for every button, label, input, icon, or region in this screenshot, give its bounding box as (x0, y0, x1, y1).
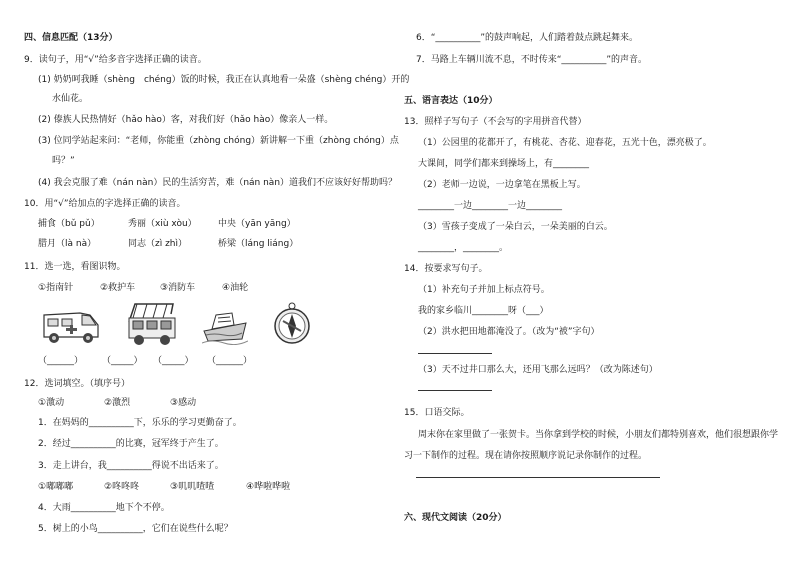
q13-item-2-answer: ________一边________一边________ (418, 201, 563, 211)
section-5-title: 五、语言表达（10分） (404, 96, 498, 106)
q12-sentence-7: 7．马路上车辆川流不息，不时传来“__________”的声音。 (416, 55, 648, 65)
q12-option: ①嘟嘟嘟 (38, 482, 74, 492)
q12-sentence-3: 3．走上讲台，我__________得说不出话来了。 (38, 461, 224, 471)
q11-answer-blank[interactable]: （______） (207, 356, 253, 366)
q13-stem: 13．照样子写句子（不会写的字用拼音代替） (404, 117, 587, 127)
section-4-title: 四、信息匹配（13分） (24, 33, 118, 43)
q9-item-1-cont: 水仙花。 (52, 94, 89, 104)
q11-option: ④油轮 (222, 283, 249, 293)
q14-item-2: （2）洪水把田地都淹没了。（改为“被”字句） (418, 327, 600, 337)
q11-option: ③消防车 (160, 283, 196, 293)
section-6-title: 六、现代文阅读（20分） (404, 513, 507, 523)
q10-word: 腊月（là nà） (38, 239, 97, 249)
q12-sentence-2: 2．经过__________的比赛，冠军终于产生了。 (38, 439, 224, 449)
q9-item-4: (4) 我会克服了难（nán nàn）民的生活穷苦，难（nán nàn）道我们不应该好好帮助吗？ (38, 178, 398, 188)
q9-item-2: (2) 傣族人民热情好（hǎo hào）客，对我们好（hǎo hào）像亲人一样。 (38, 115, 334, 125)
q13-item-1-answer: 大课间，同学们都来到操场上，有________ (418, 159, 590, 169)
q10-word: 秀丽（xiù xòu） (128, 219, 197, 229)
q9-item-1: (1) 奶奶呵我睡（shèng chéng）饭的时候，我正在认真地看一朵盛（shèng chéng）开的 (38, 75, 410, 85)
q13-item-3-answer: ________，________。 (418, 243, 509, 253)
q12-sentence-6: 6．“__________”的鼓声响起，人们踏着鼓点跳起舞来。 (416, 33, 639, 43)
q11-answer-blank[interactable]: （______） (38, 356, 84, 366)
q10-stem: 10．用“√”给加点的字选择正确的读音。 (24, 199, 186, 209)
q15-stem: 15．口语交际。 (404, 408, 470, 418)
q10-word: 同志（zì zhì） (128, 239, 188, 249)
q12-option: ④哗啦哗啦 (246, 482, 291, 492)
q11-stem: 11．选一选，看图识物。 (24, 262, 126, 272)
q12-sentence-4: 4．大雨__________地下个不停。 (38, 503, 170, 513)
q9-stem: 9．读句子，用“√”给多音字选择正确的读音。 (24, 55, 207, 65)
q11-answer-blank[interactable]: （_____） (153, 356, 194, 366)
q13-item-1: （1）公园里的花都开了，有桃花、杏花、迎春花，五光十色，漂亮极了。 (418, 138, 712, 148)
q15-prompt-line-2: 习一下制作的过程。现在请你按照顺序说记录你制作的过程。 (404, 451, 648, 461)
q11-option: ②救护车 (100, 283, 136, 293)
q12-stem: 12．选词填空。（填序号） (24, 379, 130, 389)
q11-answer-blank[interactable]: （_____） (102, 356, 143, 366)
q12-option: ②激烈 (104, 398, 131, 408)
q9-item-3-cont: 吗？” (52, 156, 75, 166)
answer-line[interactable] (418, 390, 492, 391)
q10-word: 捕食（bǔ pǔ） (38, 219, 100, 229)
q13-item-3: （3）雪孩子变成了一朵白云，一朵美丽的白云。 (418, 222, 613, 232)
q12-option: ②咚咚咚 (104, 482, 140, 492)
q10-word: 桥梁（láng liáng） (218, 239, 299, 249)
q12-option: ①激动 (38, 398, 65, 408)
answer-line[interactable] (416, 477, 660, 478)
q14-item-1: （1）补充句子并加上标点符号。 (418, 285, 550, 295)
q12-sentence-1: 1．在妈妈的__________下，乐乐的学习更勤奋了。 (38, 418, 242, 428)
answer-line[interactable] (418, 353, 492, 354)
q11-option: ①指南针 (38, 283, 74, 293)
q12-option: ③叽叽喳喳 (170, 482, 215, 492)
q10-word: 中央（yān yāng） (218, 219, 296, 229)
q13-item-2: （2）老师一边说，一边拿笔在黑板上写。 (418, 180, 586, 190)
fire-truck-icon (127, 300, 179, 346)
q14-item-1-answer: 我的家乡临川________呀（___） (418, 306, 549, 316)
q14-item-3: （3）天不过井口那么大，还用飞那么远吗？（改为陈述句） (418, 365, 658, 375)
q15-prompt-line-1: 周末你在家里做了一张贺卡。当你拿到学校的时候，小朋友们都特别喜欢，他们很想跟你学 (418, 430, 779, 440)
q12-option: ③感动 (170, 398, 197, 408)
ambulance-icon (40, 305, 102, 345)
q14-stem: 14．按要求写句子。 (404, 264, 488, 274)
oil-tanker-icon (202, 305, 248, 345)
q9-item-3: (3) 位同学站起来问：“老师，你能重（zhòng chóng）新讲解一下重（zhòng chóng）点 (38, 136, 399, 146)
q12-sentence-5: 5．树上的小鸟__________，它们在说些什么呢？ (38, 524, 233, 534)
compass-icon (272, 300, 312, 346)
